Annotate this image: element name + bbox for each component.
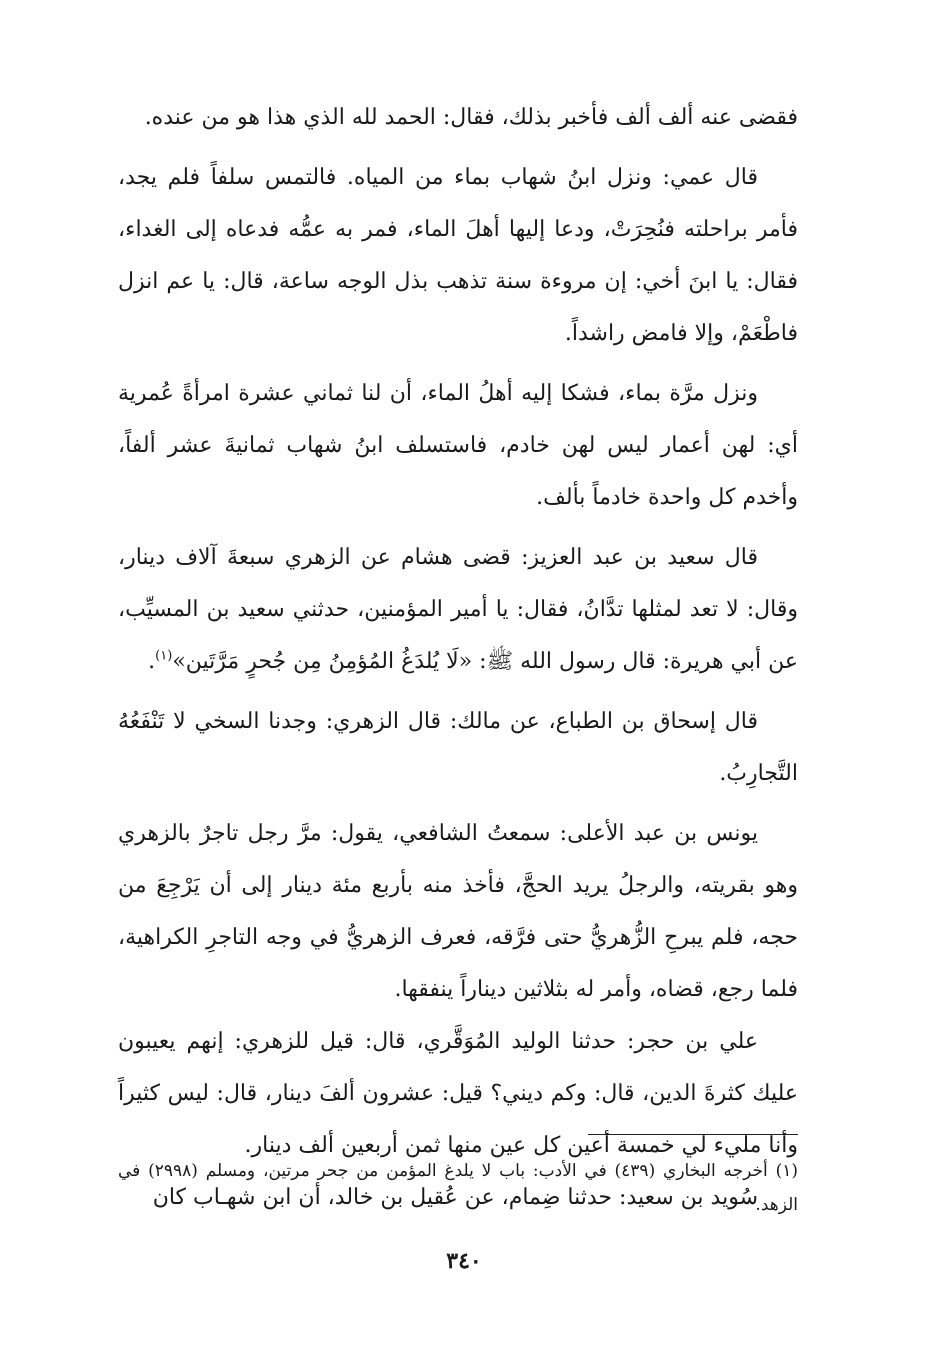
page-number: ٣٤٠ [446, 1248, 482, 1274]
paragraph-end-punctuation: . [148, 649, 156, 674]
paragraph: قال إسحاق بن الطباع، عن مالك: قال الزهري: وجدنا السخي لا تَنْفَعُهُ التَّجارِبُ. [118, 709, 798, 786]
footnote-separator [588, 1134, 798, 1135]
paragraph-text: قال سعيد بن عبد العزيز: قضى هشام عن الزهري سبعةَ آلاف دينار، وقال: لا تعد لمثلها تدَّانُ، فقال: يا أمير المؤمنين، حدثني سعيد بن المسيِّب، عن أبي هريرة: قال رسول الله ﷺ: «لَا يُلدَغُ المُؤمِنُ مِن جُحرٍ مَرَّتَين» [118, 545, 798, 674]
paragraph: سُويد بن سعيد: حدثنا ضِمام، عن عُقيل بن خالد، أن ابن شهـاب كان [152, 1185, 758, 1210]
footnotes [118, 1154, 798, 1222]
paragraph: علي بن حجر: حدثنا الوليد المُوَقَّري، قال: قيل للزهري: إنهم يعيبون عليك كثرةَ الدين، قال: وكم ديني؟ قيل: عشرون ألفَ دينار، قال: ليس كثيراً وأنا مليء لي خمسة أعين كل عين منها ثمن أربعين ألف دينار. [118, 1029, 798, 1158]
paragraph-continuation: فقضى عنه ألف ألف فأخبر بذلك، فقال: الحمد لله الذي هذا هو من عنده. [144, 105, 798, 130]
paragraph: ونزل مرَّة بماء، فشكا إليه أهلُ الماء، أن لنا ثماني عشرة امرأةً عُمرية أي: لهن أعمار ليس لهن خادم، فاستسلف ابنُ شهاب ثمانيةَ عشر ألفاً، وأخدم كل واحدة خادماً بألف. [118, 381, 798, 510]
main-text-block [118, 92, 798, 1224]
paragraph: قال عمي: ونزل ابنُ شهاب بماء من المياه. فالتمس سلفاً فلم يجد، فأمر براحلته فنُحِرَتْ، ودعا إليها أهلَ الماء، فمر به عمُّه فدعاه إلى الغداء، فقال: يا ابنَ أخي: إن مروءة سنة تذهب بذل الوجه ساعة، قال: يا عم انزل فاطْعَمْ، وإلا فامض راشداً. [118, 165, 798, 346]
footnote: (١) أخرجه البخاري (٤٣٩) في الأدب: باب لا يلدغ المؤمن من جحر مرتين، ومسلم (٢٩٩٨) في الزهد. [118, 1161, 798, 1215]
footnote-marker: (١) [155, 648, 173, 664]
paragraph: يونس بن عبد الأعلى: سمعتُ الشافعي، يقول: مرَّ رجل تاجرٌ بالزهري وهو بقريته، والرجلُ يريد الحجَّ، فأخذ منه بأربع مئة دينار إلى أن يَرْجِعَ من حجه، فلم يبرحِ الزُّهريُّ حتى فرَّقه، فعرف الزهريُّ في وجه التاجرِ الكراهية، فلما رجع، قضاه، وأمر له بثلاثين ديناراً ينفقها. [118, 821, 798, 1002]
paragraph-with-hadith [118, 532, 798, 688]
